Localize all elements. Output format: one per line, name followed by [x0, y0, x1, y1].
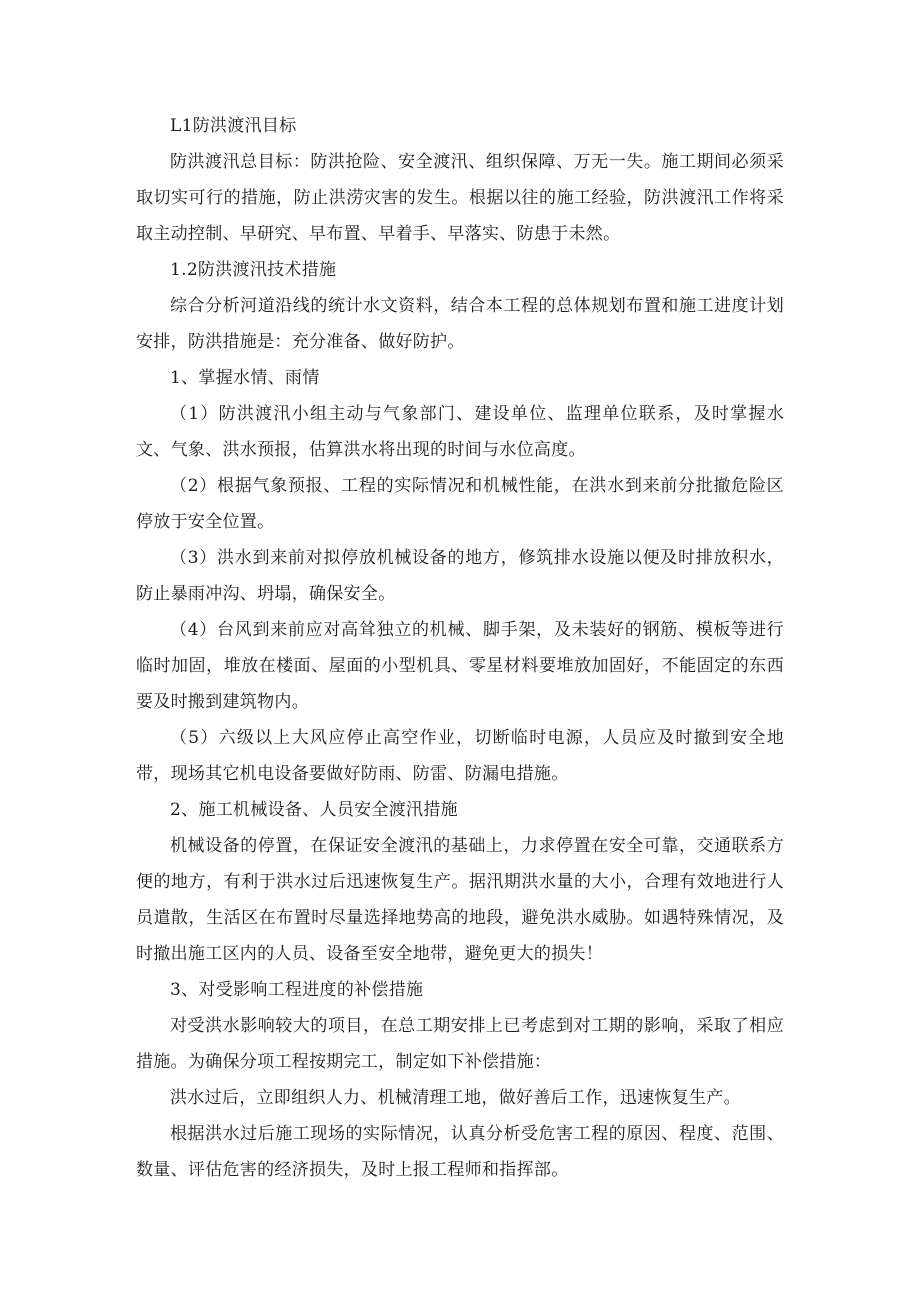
subheading-compensation: 3、对受影响工程进度的补偿措施: [170, 980, 424, 1000]
list-item-2: （2）根据气象预报、工程的实际情况和机械性能，在洪水到来前分批撤危险区停放于安全位置。: [136, 476, 784, 532]
paragraph-machinery: 机械设备的停置，在保证安全渡汛的基础上，力求停置在安全可靠，交通联系方便的地方，有利于洪水过后迅速恢复生产。据汛期洪水量的大小，合理有效地进行人员遣散，生活区在布置时尽量选择地势高的地段，避免洪水威胁。如遇特殊情况，及时撤出施工区内的人员、设备至安全地带，避免更大的损失！: [136, 836, 784, 964]
paragraph-damage-analysis: 根据洪水过后施工现场的实际情况，认真分析受危害工程的原因、程度、范围、数量、评估危害的经济损失，及时上报工程师和指挥部。: [136, 1124, 784, 1180]
section-heading-1-2: 1.2防洪渡汛技术措施: [170, 260, 337, 280]
paragraph-compensation: 对受洪水影响较大的项目，在总工期安排上已考虑到对工期的影响，采取了相应措施。为确保分项工程按期完工，制定如下补偿措施：: [136, 1016, 784, 1072]
list-item-5: （5）六级以上大风应停止高空作业，切断临时电源，人员应及时撤到安全地带，现场其它机电设备要做好防雨、防雷、防漏电措施。: [136, 728, 784, 784]
section-heading-1-1: L1防洪渡汛目标: [170, 116, 297, 136]
list-item-4: （4）台风到来前应对高耸独立的机械、脚手架，及未装好的钢筋、模板等进行临时加固，堆放在楼面、屋面的小型机具、零星材料要堆放加固好，不能固定的东西要及时搬到建筑物内。: [136, 620, 784, 712]
document-body: [136, 108, 784, 1188]
paragraph-after-flood: 洪水过后，立即组织人力、机械清理工地，做好善后工作，迅速恢复生产。: [170, 1088, 741, 1108]
paragraph-analysis: 综合分析河道沿线的统计水文资料，结合本工程的总体规划布置和施工进度计划安排，防洪措施是：充分准备、做好防护。: [136, 296, 784, 352]
subheading-water-rain: 1、掌握水情、雨情: [170, 368, 320, 388]
subheading-machinery-personnel: 2、施工机械设备、人员安全渡汛措施: [170, 800, 458, 820]
list-item-3: （3）洪水到来前对拟停放机械设备的地方，修筑排水设施以便及时排放积水，防止暴雨冲沟、坍塌，确保安全。: [136, 548, 784, 604]
paragraph-overall-goal: 防洪渡汛总目标：防洪抢险、安全渡汛、组织保障、万无一失。施工期间必须采取切实可行的措施，防止洪涝灾害的发生。根据以往的施工经验，防洪渡汛工作将采取主动控制、早研究、早布置、早着手、早落实、防患于未然。: [136, 152, 784, 244]
list-item-1: （1）防洪渡汛小组主动与气象部门、建设单位、监理单位联系，及时掌握水文、气象、洪水预报，估算洪水将出现的时间与水位高度。: [136, 404, 784, 460]
